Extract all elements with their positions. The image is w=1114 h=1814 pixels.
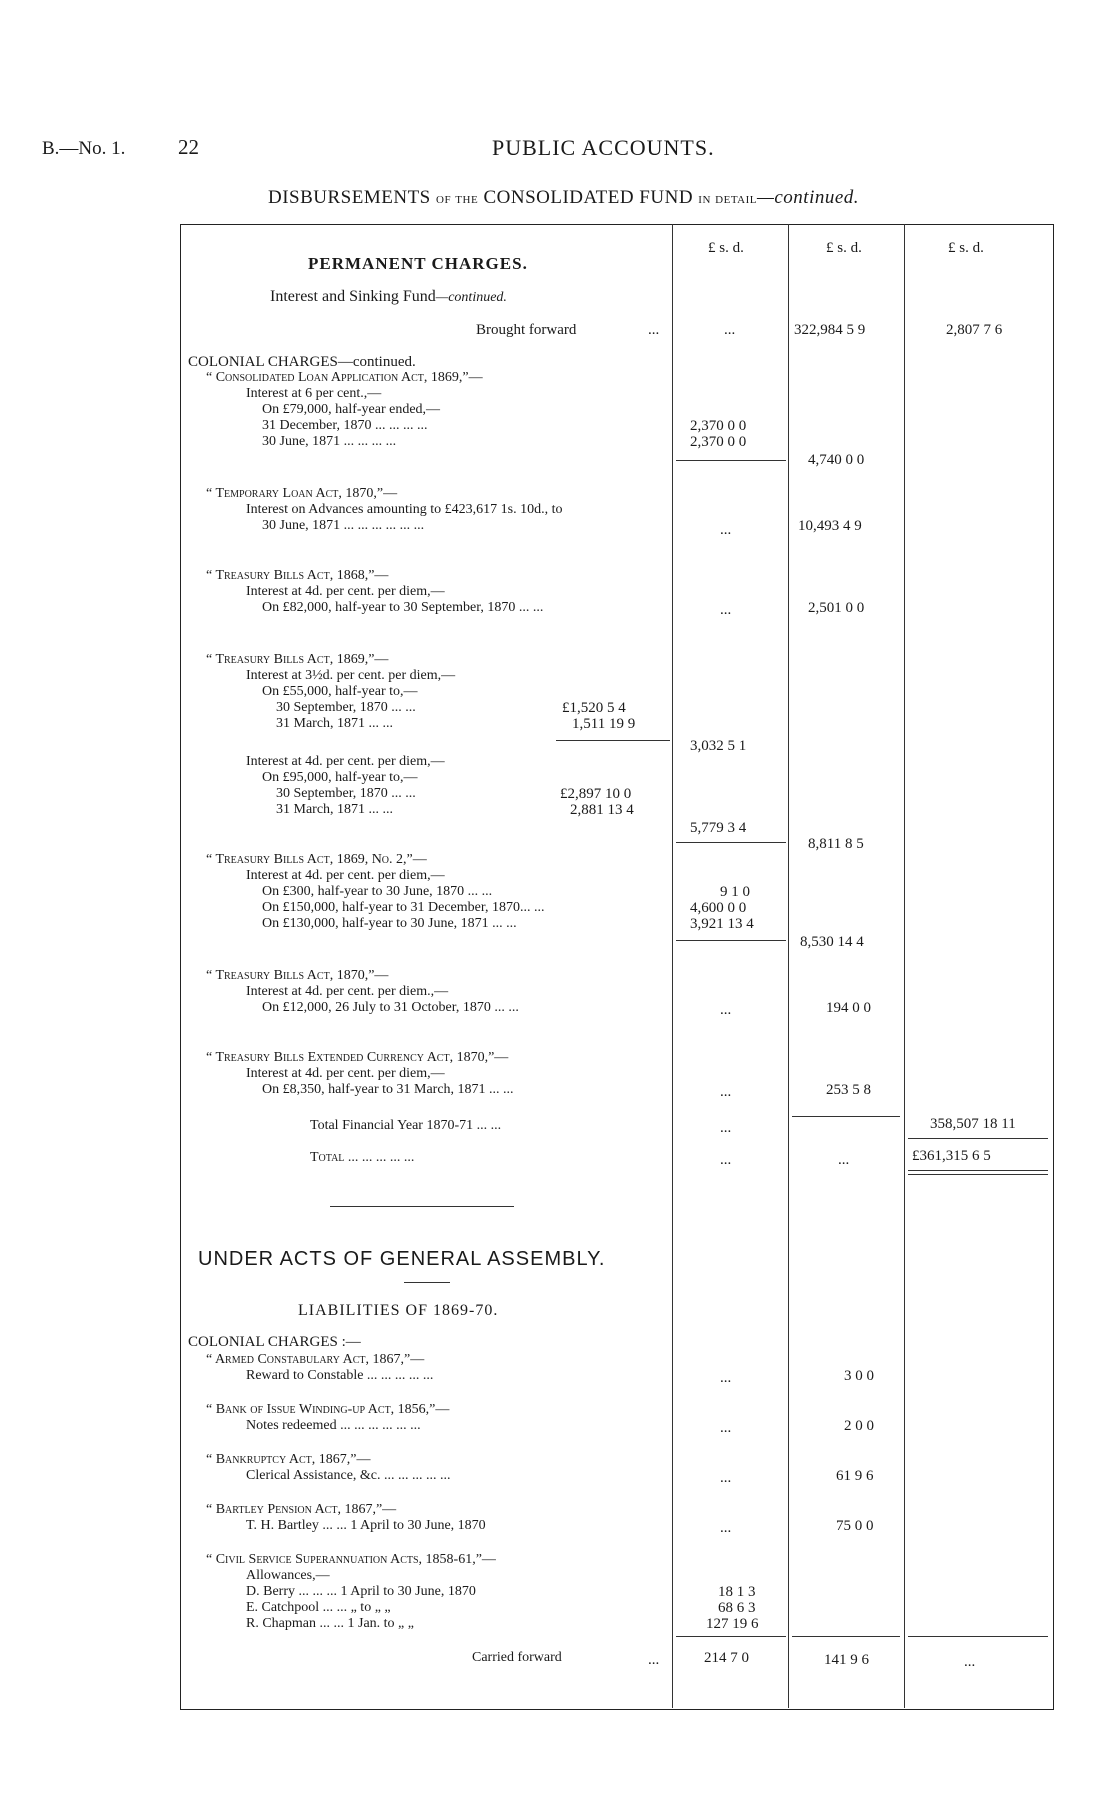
- brought-forward-label: Brought forward: [476, 322, 577, 338]
- rule: [556, 740, 670, 741]
- amount: 2,501 0 0: [808, 600, 865, 616]
- line-item: On £82,000, half-year to 30 September, 1870 ... ...: [262, 600, 544, 615]
- dots: ...: [720, 1084, 732, 1100]
- dots: ...: [838, 1152, 850, 1168]
- act-title: “ Treasury Bills Act, 1868,”—: [206, 568, 389, 583]
- page-number: 22: [178, 135, 199, 159]
- column-header-3: £ s. d.: [948, 240, 984, 256]
- act-title: “ Temporary Loan Act, 1870,”—: [206, 486, 398, 501]
- section-divider: [330, 1206, 514, 1207]
- grand-total-amount: £361,315 6 5: [912, 1148, 991, 1164]
- line-item: 31 March, 1871 ... ...: [276, 802, 394, 817]
- carried-forward-label: Carried forward: [472, 1650, 562, 1665]
- rule: [908, 1170, 1048, 1171]
- line-item: Interest at 4d. per cent. per diem.,—: [246, 984, 449, 999]
- amount: 10,493 4 9: [798, 518, 862, 534]
- column-divider: [904, 224, 905, 1708]
- page-subtitle: [268, 187, 859, 209]
- line-item: 31 December, 1870 ... ... ... ...: [262, 418, 428, 433]
- amount: 61 9 6: [836, 1468, 874, 1484]
- act-title: “ Treasury Bills Extended Currency Act, 1870,”—: [206, 1050, 509, 1065]
- dots: ...: [964, 1654, 976, 1670]
- subheading-continued: —continued.: [435, 290, 507, 305]
- amount: 9 1 0: [720, 884, 750, 900]
- rule: [676, 460, 786, 461]
- line-item: Reward to Constable ... ... ... ... ...: [246, 1368, 434, 1383]
- subtitle-continued: —continued.: [756, 187, 860, 208]
- line-item: T. H. Bartley ... ... 1 April to 30 June, 1870: [246, 1518, 486, 1533]
- line-item: On £130,000, half-year to 30 June, 1871 ... ...: [262, 916, 517, 931]
- amount: 358,507 18 11: [930, 1116, 1016, 1132]
- act-title: “ Treasury Bills Act, 1869,”—: [206, 652, 389, 667]
- amount: 322,984 5 9: [794, 322, 866, 338]
- line-item: 30 September, 1870 ... ...: [276, 700, 416, 715]
- rule: [908, 1636, 1048, 1637]
- rule: [676, 940, 786, 941]
- amount: 3 0 0: [844, 1368, 874, 1384]
- rule: [908, 1138, 1048, 1139]
- amount: 2 0 0: [844, 1418, 874, 1434]
- line-item: Interest at 4d. per cent. per diem,—: [246, 754, 445, 769]
- amount: 253 5 8: [826, 1082, 871, 1098]
- total-financial-year-label: Total Financial Year 1870-71 ... ...: [310, 1118, 502, 1133]
- line-item: Clerical Assistance, &c. ... ... ... ... ...: [246, 1468, 451, 1483]
- dots: ...: [720, 1002, 732, 1018]
- amount: 5,779 3 4: [690, 820, 747, 836]
- amount: 214 7 0: [704, 1650, 749, 1666]
- act-title: “ Treasury Bills Act, 1869, No. 2,”—: [206, 852, 427, 867]
- rule: [676, 1636, 786, 1637]
- line-item: 30 September, 1870 ... ...: [276, 786, 416, 801]
- amount: 4,600 0 0: [690, 900, 747, 916]
- section-subheading: [270, 288, 507, 306]
- line-item: On £8,350, half-year to 31 March, 1871 ... ...: [262, 1082, 514, 1097]
- dots: ...: [720, 1152, 732, 1168]
- dots: ...: [724, 322, 736, 338]
- dots: ...: [720, 522, 732, 538]
- amount: 75 0 0: [836, 1518, 874, 1534]
- rule: [676, 842, 786, 843]
- amount: 3,921 13 4: [690, 916, 754, 932]
- subtitle-fund: CONSOLIDATED FUND: [483, 187, 694, 208]
- dots: ...: [720, 1120, 732, 1136]
- amount: 2,370 0 0: [690, 418, 747, 434]
- rule: [792, 1116, 900, 1117]
- line-item: On £95,000, half-year to,—: [262, 770, 418, 785]
- subtitle-main: DISBURSEMENTS: [268, 187, 431, 208]
- amount: 194 0 0: [826, 1000, 871, 1016]
- liabilities-heading: LIABILITIES OF 1869-70.: [298, 1302, 499, 1319]
- amount: £1,520 5 4: [562, 700, 626, 716]
- amount: 3,032 5 1: [690, 738, 747, 754]
- amount: 127 19 6: [706, 1616, 759, 1632]
- amount: 68 6 3: [718, 1600, 756, 1616]
- line-item: Interest at 4d. per cent. per diem,—: [246, 1066, 445, 1081]
- line-item: Allowances,—: [246, 1568, 330, 1583]
- amount: 2,370 0 0: [690, 434, 747, 450]
- line-item: Notes redeemed ... ... ... ... ... ...: [246, 1418, 421, 1433]
- dots: ...: [720, 1370, 732, 1386]
- amount: 141 9 6: [824, 1652, 869, 1668]
- dots: ...: [720, 1420, 732, 1436]
- section-heading: PERMANENT CHARGES.: [308, 254, 528, 273]
- amount: £2,897 10 0: [560, 786, 632, 802]
- act-title: “ Treasury Bills Act, 1870,”—: [206, 968, 389, 983]
- amount: 2,807 7 6: [946, 322, 1003, 338]
- subheading-text: Interest and Sinking Fund: [270, 288, 436, 305]
- line-item: On £55,000, half-year to,—: [262, 684, 418, 699]
- act-title: “ Consolidated Loan Application Act, 1869,”—: [206, 370, 483, 385]
- line-item: Interest on Advances amounting to £423,617 1s. 10d., to: [246, 502, 563, 517]
- line-item: Interest at 4d. per cent. per diem,—: [246, 584, 445, 599]
- line-item: Interest at 4d. per cent. per diem,—: [246, 868, 445, 883]
- column-header-2: £ s. d.: [826, 240, 862, 256]
- rule: [792, 1636, 900, 1637]
- subtitle-in: in detail: [698, 191, 757, 207]
- act-title: “ Bartley Pension Act, 1867,”—: [206, 1502, 397, 1517]
- dots: ...: [720, 602, 732, 618]
- line-item: On £12,000, 26 July to 31 October, 1870 ... ...: [262, 1000, 519, 1015]
- line-item: 30 June, 1871 ... ... ... ...: [262, 434, 397, 449]
- act-title: “ Civil Service Superannuation Acts, 1858-61,”—: [206, 1552, 496, 1567]
- dots: ...: [648, 322, 660, 338]
- column-header-1: £ s. d.: [708, 240, 744, 256]
- amount: 1,511 19 9: [572, 716, 636, 732]
- subtitle-of: of the: [436, 191, 479, 207]
- dots: ...: [720, 1470, 732, 1486]
- line-item: On £79,000, half-year ended,—: [262, 402, 441, 417]
- line-item: On £150,000, half-year to 31 December, 1870... ...: [262, 900, 545, 915]
- dots: ...: [720, 1520, 732, 1536]
- colonial-charges-heading: COLONIAL CHARGES—continued.: [188, 354, 416, 370]
- section-heading: UNDER ACTS OF GENERAL ASSEMBLY.: [198, 1248, 606, 1270]
- line-item: On £300, half-year to 30 June, 1870 ... ...: [262, 884, 493, 899]
- amount: 2,881 13 4: [570, 802, 634, 818]
- line-item: E. Catchpool ... ... „ to „ „: [246, 1600, 391, 1615]
- act-title: “ Bank of Issue Winding-up Act, 1856,”—: [206, 1402, 450, 1417]
- total-label: Total ... ... ... ... ...: [310, 1150, 415, 1165]
- amount: 8,530 14 4: [800, 934, 864, 950]
- line-item: Interest at 6 per cent.,—: [246, 386, 382, 401]
- rule: [908, 1174, 1048, 1175]
- column-divider: [788, 224, 789, 1708]
- column-divider: [672, 224, 673, 1708]
- document-reference: B.—No. 1.: [42, 138, 126, 159]
- rule: [404, 1282, 450, 1283]
- colonial-charges-heading: COLONIAL CHARGES :—: [188, 1334, 361, 1350]
- amount: 4,740 0 0: [808, 452, 865, 468]
- line-item: D. Berry ... ... ... 1 April to 30 June, 1870: [246, 1584, 476, 1599]
- amount: 18 1 3: [718, 1584, 756, 1600]
- line-item: R. Chapman ... ... 1 Jan. to „ „: [246, 1616, 414, 1631]
- dots: ...: [648, 1652, 660, 1668]
- act-title: “ Bankruptcy Act, 1867,”—: [206, 1452, 371, 1467]
- act-title: “ Armed Constabulary Act, 1867,”—: [206, 1352, 425, 1367]
- page-title: PUBLIC ACCOUNTS.: [492, 135, 715, 160]
- line-item: 30 June, 1871 ... ... ... ... ... ...: [262, 518, 425, 533]
- line-item: 31 March, 1871 ... ...: [276, 716, 394, 731]
- line-item: Interest at 3½d. per cent. per diem,—: [246, 668, 456, 683]
- amount: 8,811 8 5: [808, 836, 864, 852]
